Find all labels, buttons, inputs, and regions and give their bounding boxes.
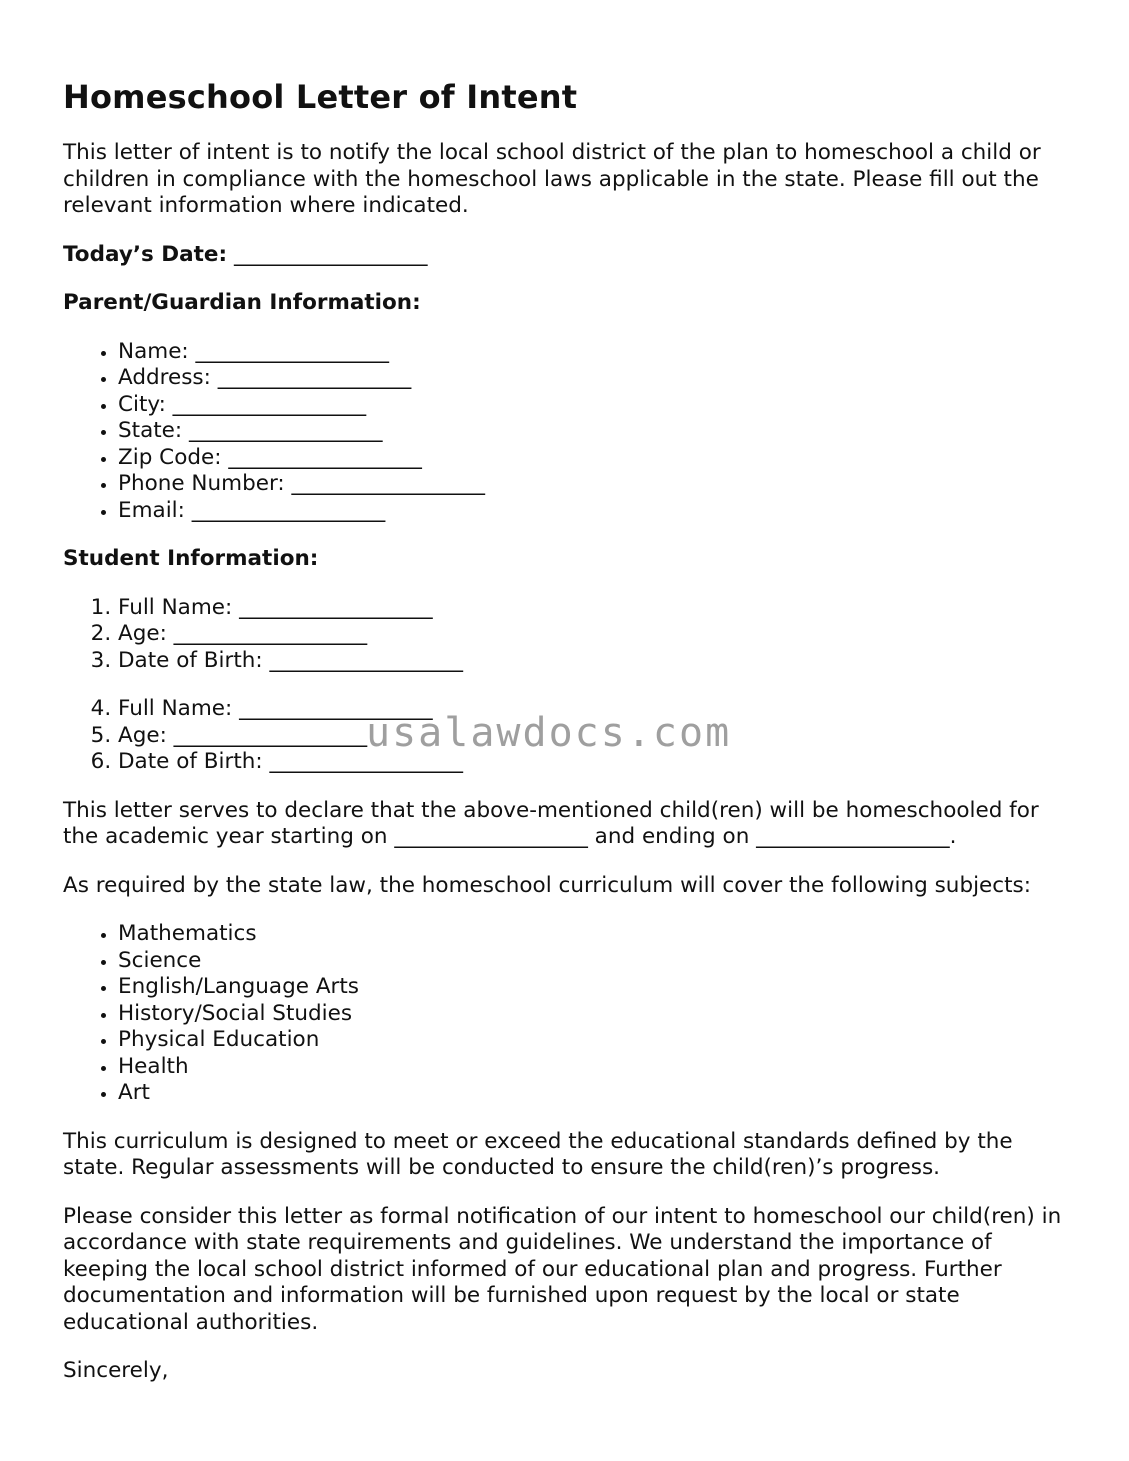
student-list-1 — [63, 595, 1073, 675]
declaration-paragraph: This letter serves to declare that the above-mentioned child(ren) will be homeschooled for the academic year starting on __________________ and ending on __________________. — [63, 797, 1039, 849]
list-item: • Address: __________________ — [118, 365, 1073, 392]
parent-heading: Parent/Guardian Information: — [63, 290, 421, 315]
list-item: • Health — [118, 1054, 1073, 1081]
intro-paragraph: This letter of intent is to notify the local school district of the plan to homeschool a child or children in compliance with the homeschool laws applicable in the state. Please fill out the relevant information where indicated. — [63, 140, 1041, 218]
subjects-intro: As required by the state law, the homeschool curriculum will cover the following subjects: — [63, 872, 1031, 898]
list-item: • Art — [118, 1080, 1073, 1107]
list-item: 3. Date of Birth: __________________ — [118, 648, 1073, 675]
list-item: • English/Language Arts — [118, 974, 1073, 1001]
todays-date-line — [63, 242, 1073, 269]
list-item: • Email: __________________ — [118, 498, 1073, 525]
list-item: • State: __________________ — [118, 418, 1073, 445]
todays-date-label: Today’s Date: — [63, 241, 228, 267]
list-item: 2. Age: __________________ — [118, 621, 1073, 648]
list-item: • Science — [118, 948, 1073, 975]
parent-fields-list — [63, 339, 1073, 525]
list-item: 6. Date of Birth: __________________ — [118, 749, 1073, 776]
todays-date-blank: __________________ — [233, 241, 428, 267]
list-item: • Mathematics — [118, 921, 1073, 948]
list-item: 4. Full Name: __________________ — [118, 696, 1073, 723]
list-item: • History/Social Studies — [118, 1001, 1073, 1028]
formal-notification-paragraph: Please consider this letter as formal notification of our intent to homeschool our child(ren) in accordance with state requirements and guidelines. We understand the importance of keeping the local school district informed of our educational plan and progress. Further documentation and information will be furnished upon request by the local or state educational authorities. — [63, 1203, 1062, 1335]
list-item: • Physical Education — [118, 1027, 1073, 1054]
student-heading: Student Information: — [63, 546, 319, 571]
list-item: • Zip Code: __________________ — [118, 445, 1073, 472]
list-item: • Name: __________________ — [118, 339, 1073, 366]
letter-page — [63, 74, 1073, 1407]
list-item: • Phone Number: __________________ — [118, 471, 1073, 498]
list-item: 5. Age: __________________ — [118, 723, 1073, 750]
list-item: 1. Full Name: __________________ — [118, 595, 1073, 622]
student-list-2 — [63, 696, 1073, 776]
curriculum-paragraph: This curriculum is designed to meet or exceed the educational standards defined by the state. Regular assessments will be conducted to ensure the child(ren)’s progress. — [63, 1128, 1013, 1180]
subjects-list — [63, 921, 1073, 1107]
closing-text: Sincerely, — [63, 1358, 169, 1383]
watermark: usalawdocs.com — [366, 710, 732, 756]
list-item: • City: __________________ — [118, 392, 1073, 419]
page-title: Homeschool Letter of Intent — [63, 78, 578, 116]
